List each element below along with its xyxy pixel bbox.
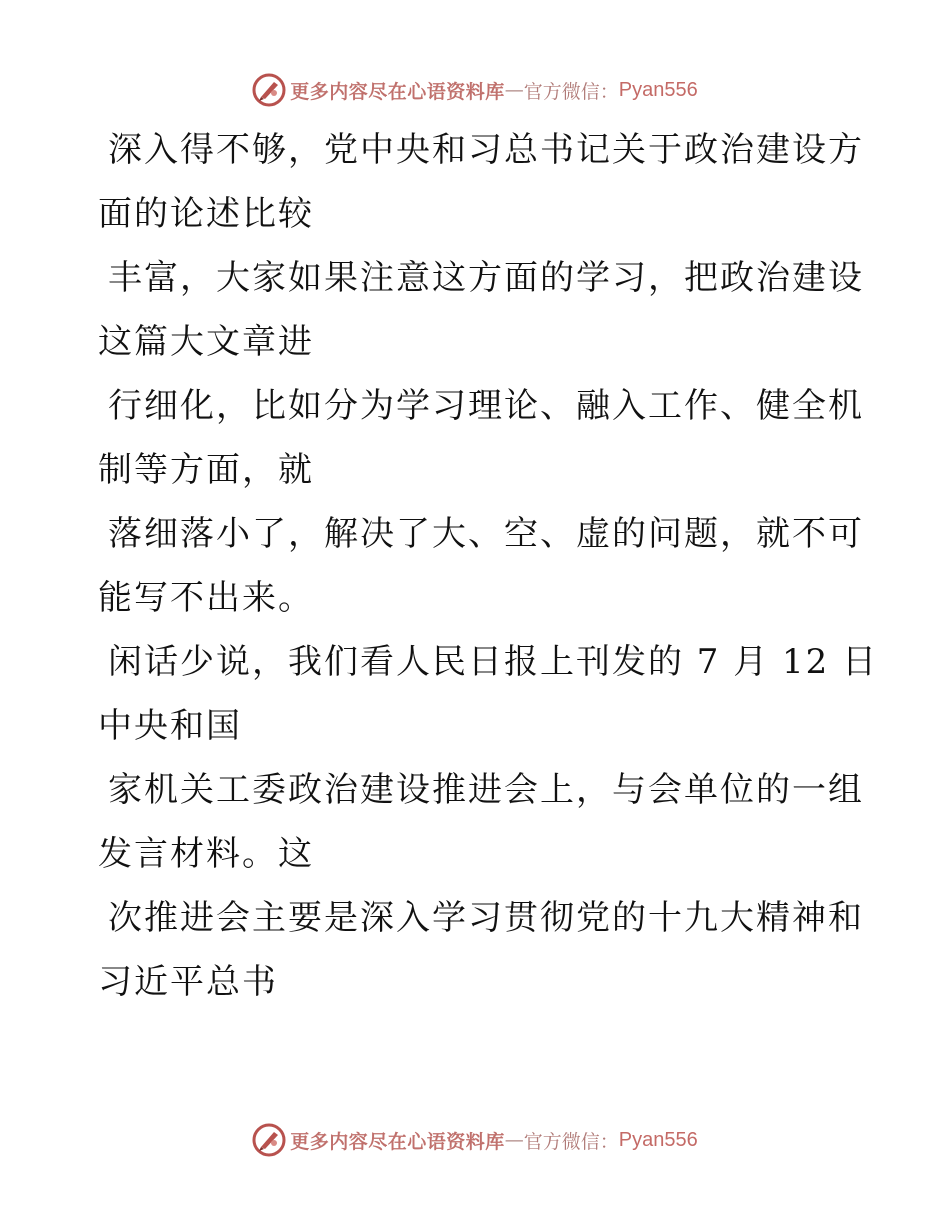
text-line: 闲话少说，我们看人民日报上刊发的 7 月 12 日 — [108, 642, 879, 682]
text-line: 制等方面，就 — [98, 450, 314, 490]
banner-brand-text: 更多内容尽在心语资料库 — [290, 80, 505, 103]
header-banner — [0, 70, 950, 110]
banner-wechat-label: 官方微信： — [523, 1130, 619, 1153]
text-line: 深入得不够，党中央和习总书记关于政治建设方 — [108, 130, 864, 170]
quill-logo-icon — [252, 1123, 286, 1157]
text-line: 中央和国 — [98, 706, 242, 746]
text-line: 丰富，大家如果注意这方面的学习，把政治建设 — [108, 258, 864, 298]
text-line: 落细落小了，解决了大、空、虚的问题，就不可 — [108, 514, 864, 554]
text-line: 家机关工委政治建设推进会上，与会单位的一组 — [108, 770, 864, 810]
banner-wechat-label: 官方微信： — [523, 80, 619, 103]
text-line: 面的论述比较 — [98, 194, 314, 234]
banner-separator: — — [504, 79, 524, 101]
banner-wechat-handle: Pyan556 — [618, 1128, 698, 1151]
quill-logo-icon — [252, 73, 286, 107]
footer-banner — [0, 1120, 950, 1160]
document-body — [98, 118, 879, 1014]
text-line: 行细化，比如分为学习理论、融入工作、健全机 — [108, 386, 864, 426]
text-line: 发言材料。这 — [98, 834, 314, 874]
text-line: 次推进会主要是深入学习贯彻党的十九大精神和 — [108, 898, 864, 938]
text-line: 习近平总书 — [98, 962, 278, 1002]
banner-wechat-handle: Pyan556 — [618, 78, 698, 101]
text-line: 能写不出来。 — [98, 578, 314, 618]
banner-brand-text: 更多内容尽在心语资料库 — [290, 1130, 505, 1153]
text-line: 这篇大文章进 — [98, 322, 314, 362]
banner-separator: — — [504, 1129, 524, 1151]
